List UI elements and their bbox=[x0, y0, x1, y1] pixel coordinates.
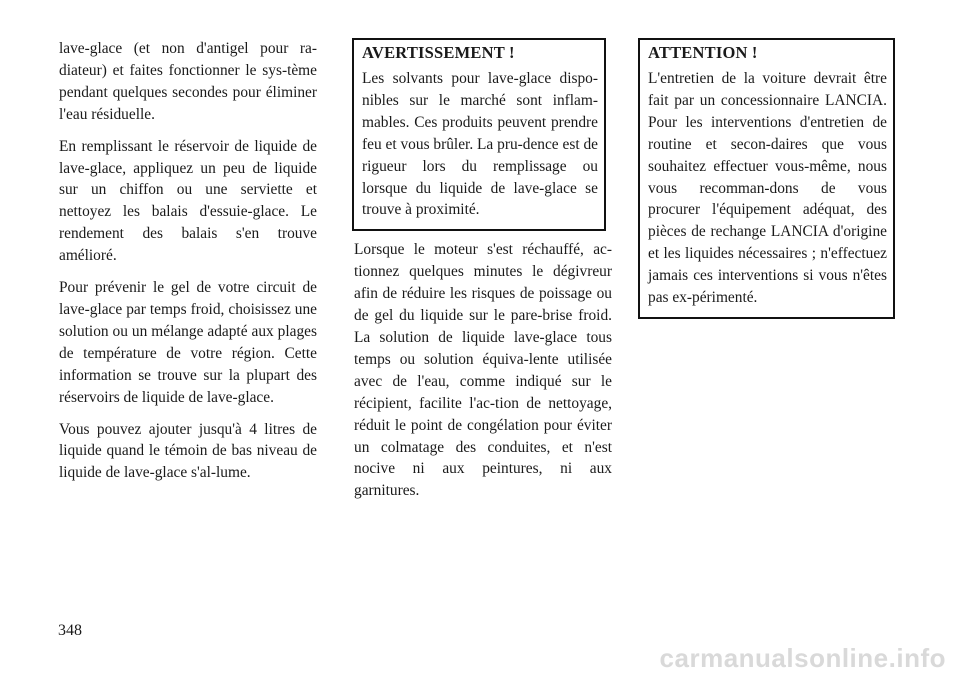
page-number: 348 bbox=[58, 622, 82, 639]
warning-box bbox=[352, 38, 606, 231]
warning-text: Les solvants pour lave-glace dispo-nibles sur le marché sont inflam-mables. Ces produits peuvent prendre feu et vous brûler. La pru-dence est de rigueur lors du remplissage ou lorsque du liquide de lave-glace se trouve à proximité. bbox=[362, 70, 598, 219]
paragraph-refill-wiper-blades: En remplissant le réservoir de liquide de lave-glace, appliquez un peu de liquide sur un chiffon ou une serviette et nettoyez les balais d'essuie-glace. Le rendement des balais s'en trouve amélioré. bbox=[59, 137, 317, 265]
paragraph-freeze-prevention: Pour prévenir le gel de votre circuit de lave-glace par temps froid, choisissez une solution ou un mélange adapté aux plages de température de votre région. Cette information se trouve sur la plupart des réservoirs de liquide de lave-glace. bbox=[59, 279, 317, 406]
attention-box bbox=[638, 38, 895, 319]
text-column-middle bbox=[354, 38, 612, 512]
attention-text: L'entretien de la voiture devrait être fait par un concessionnaire LANCIA. Pour les interventions d'entretien de routine et secon-daires que vous souhaitez effectuer vous-même, nous vous recomman-dons de vous procurer l'équipement adéquat, des pièces de rechange LANCIA d'origine et les liquides nécessaires ; n'effectuez jamais ces interventions si vous n'êtes pas ex-périmenté. bbox=[648, 70, 887, 307]
warning-title: AVERTISSEMENT ! bbox=[362, 43, 515, 62]
paragraph-defroster: Lorsque le moteur s'est réchauffé, ac-tionnez quelques minutes le dégivreur afin de réduire les risques de poissage ou de gel du liquide sur le pare-brise froid. La solution de liquide lave-glace tous temps ou solution équiva-lente utilisée avec de l'eau, comme indiqué sur le récipient, facilite l'ac-tion de nettoyage, réduit le point de congélation pour éviter un colmatage des conduites, et n'est nocive ni aux peintures, ni aux garnitures. bbox=[354, 241, 612, 500]
watermark: carmanualsonline.info bbox=[659, 643, 946, 673]
text-column-right bbox=[640, 38, 898, 327]
attention-title: ATTENTION ! bbox=[648, 43, 758, 62]
paragraph-washer-fluid-purge: lave-glace (et non d'antigel pour ra-diateur) et faites fonctionner le sys-tème pendant quelques secondes pour éliminer l'eau résiduelle. bbox=[59, 40, 317, 123]
text-column-left bbox=[59, 38, 317, 494]
paragraph-add-four-litres: Vous pouvez ajouter jusqu'à 4 litres de liquide quand le témoin de bas niveau de liquide de lave-glace s'al-lume. bbox=[59, 420, 317, 482]
